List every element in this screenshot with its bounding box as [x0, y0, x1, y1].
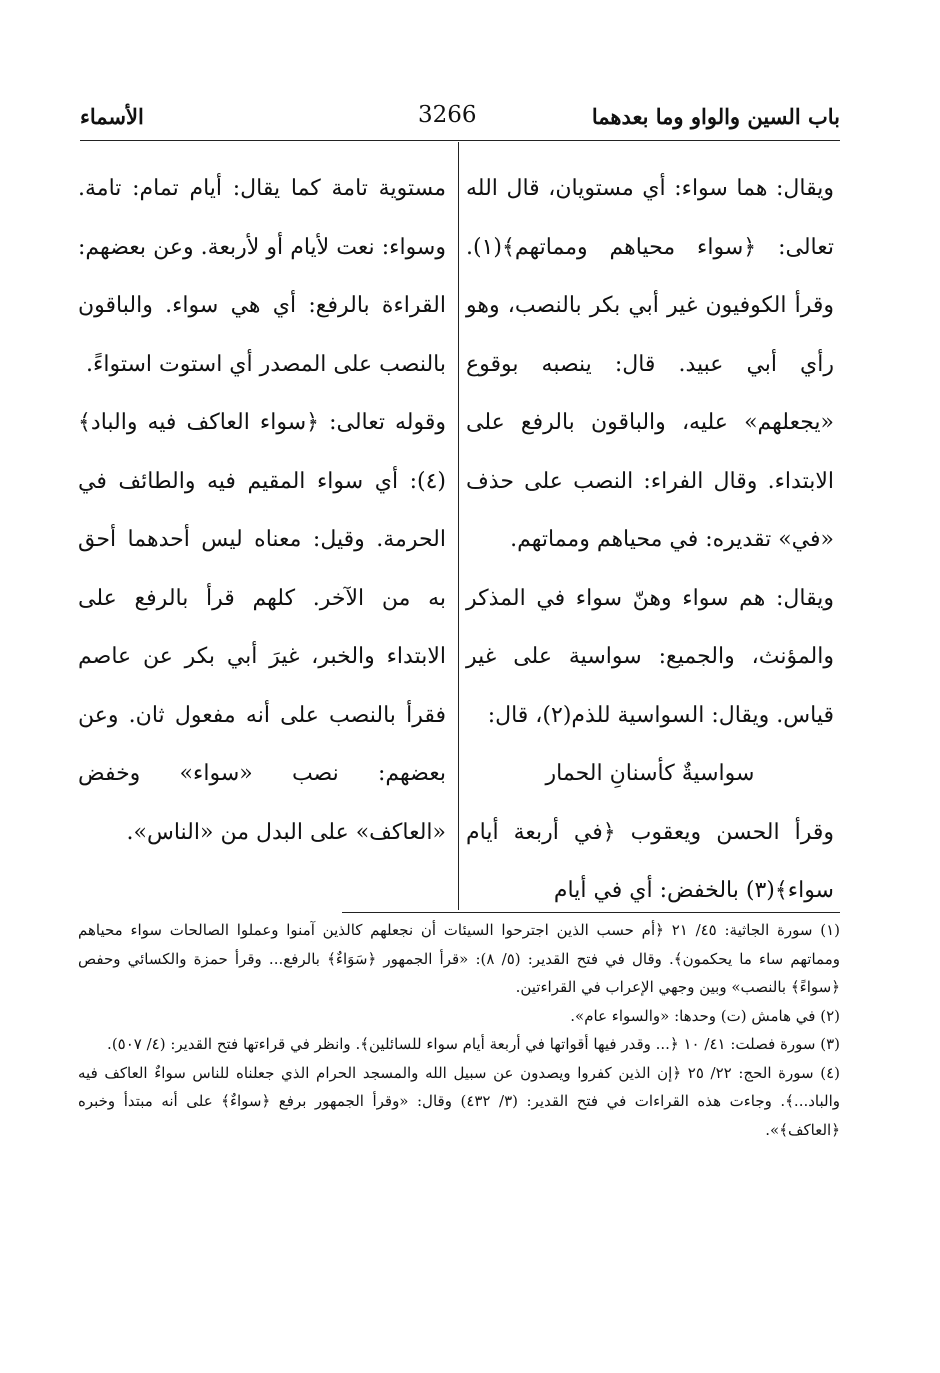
paragraph: وقرأ الحسن ويعقوب ﴿في أربعة أيام سواء﴾(٣) بالخفض: أي في أيام	[466, 819, 834, 903]
header-divider	[80, 140, 840, 141]
section-title: الأسماء	[80, 104, 144, 129]
footnotes	[78, 916, 840, 1144]
footnote: (١) سورة الجاثية: ٤٥/ ٢١ ﴿أم حسب الذين اجترحوا السيئات أن نجعلهم كالذين آمنوا وعملوا الصالحات سواء محياهم ومماتهم ساء ما يحكمون﴾. وقال في فتح القدير: (٥/ ٨): «قرأ الجمهور ﴿سَوَاءٌ﴾ بالرفع... وقرأ حمزة والكسائي وحفص ﴿سواءً﴾ بالنصب» وبين وجهي الإعراب في القراءتين.	[78, 921, 840, 996]
page-number: 3266	[418, 102, 477, 128]
left-column	[78, 160, 446, 900]
footnote: (٣) سورة فصلت: ٤١/ ١٠ ﴿... وقدر فيها أقواتها في أربعة أيام سواء للسائلين﴾. وانظر في قراءتها فتح القدير: (٤/ ٥٠٧).	[107, 1035, 840, 1053]
paragraph: ويقال: هما سواء: أي مستويان، قال الله تعالى: ﴿سواء محياهم ومماتهم﴾(١). وقرأ الكوفيون غير أبي بكر بالنصب، وهو رأي أبي عبيد. قال: ينصبه بوقوع «يجعلهم» عليه، والباقون بالرفع على الابتداء. وقال الفراء: النصب على حذف «في» تقديره: في محياهم ومماتهم.	[466, 176, 834, 552]
chapter-title: باب السين والواو وما بعدهما	[591, 104, 840, 129]
footnote-divider	[342, 912, 840, 913]
page-header	[80, 98, 840, 138]
paragraph: ويقال: هم سواء وهنّ سواء في المذكر والمؤنث، والجميع: سواسية على غير قياس. ويقال: السواسية للذم(٢)، قال:	[466, 585, 834, 728]
column-divider	[458, 142, 459, 910]
paragraph: مستوية تامة كما يقال: أيام تمام: تامة. وسواء: نعت لأيام أو لأربعة. وعن بعضهم: القراءة بالرفع: أي هي سواء. والباقون بالنصب على المصدر أي استوت استواءً.	[78, 176, 446, 377]
footnote: (٢) في هامش (ت) وحدها: «والسواء عام».	[570, 1006, 840, 1025]
verse-line: سواسيةٌ كأسنانِ الحمار	[545, 761, 755, 786]
paragraph: وقوله تعالى: ﴿سواء العاكف فيه والباد﴾(٤): أي سواء المقيم فيه والطائف في الحرمة. وقيل: معناه ليس أحدهما أحق به من الآخر. كلهم قرأ بالرفع على الابتداء والخبر، غيرَ أبي بكر عن عاصم فقرأ بالنصب على أنه مفعول ثان. وعن بعضهم: نصب «سواء» وخفض «العاكف» على البدل من «الناس».	[78, 410, 446, 845]
footnote: (٤) سورة الحج: ٢٢/ ٢٥ ﴿إن الذين كفروا ويصدون عن سبيل الله والمسجد الحرام الذي جعلناه للناس سواءٌ العاكف فيه والباد...﴾. وجاءت هذه القراءات في فتح القدير: (٣/ ٤٣٢) وقال: «وقرأ الجمهور برفع ﴿سواءٌ﴾ على أنه مبتدأ وخبره ﴿العاكف﴾».	[78, 1063, 840, 1139]
right-column	[466, 160, 834, 903]
